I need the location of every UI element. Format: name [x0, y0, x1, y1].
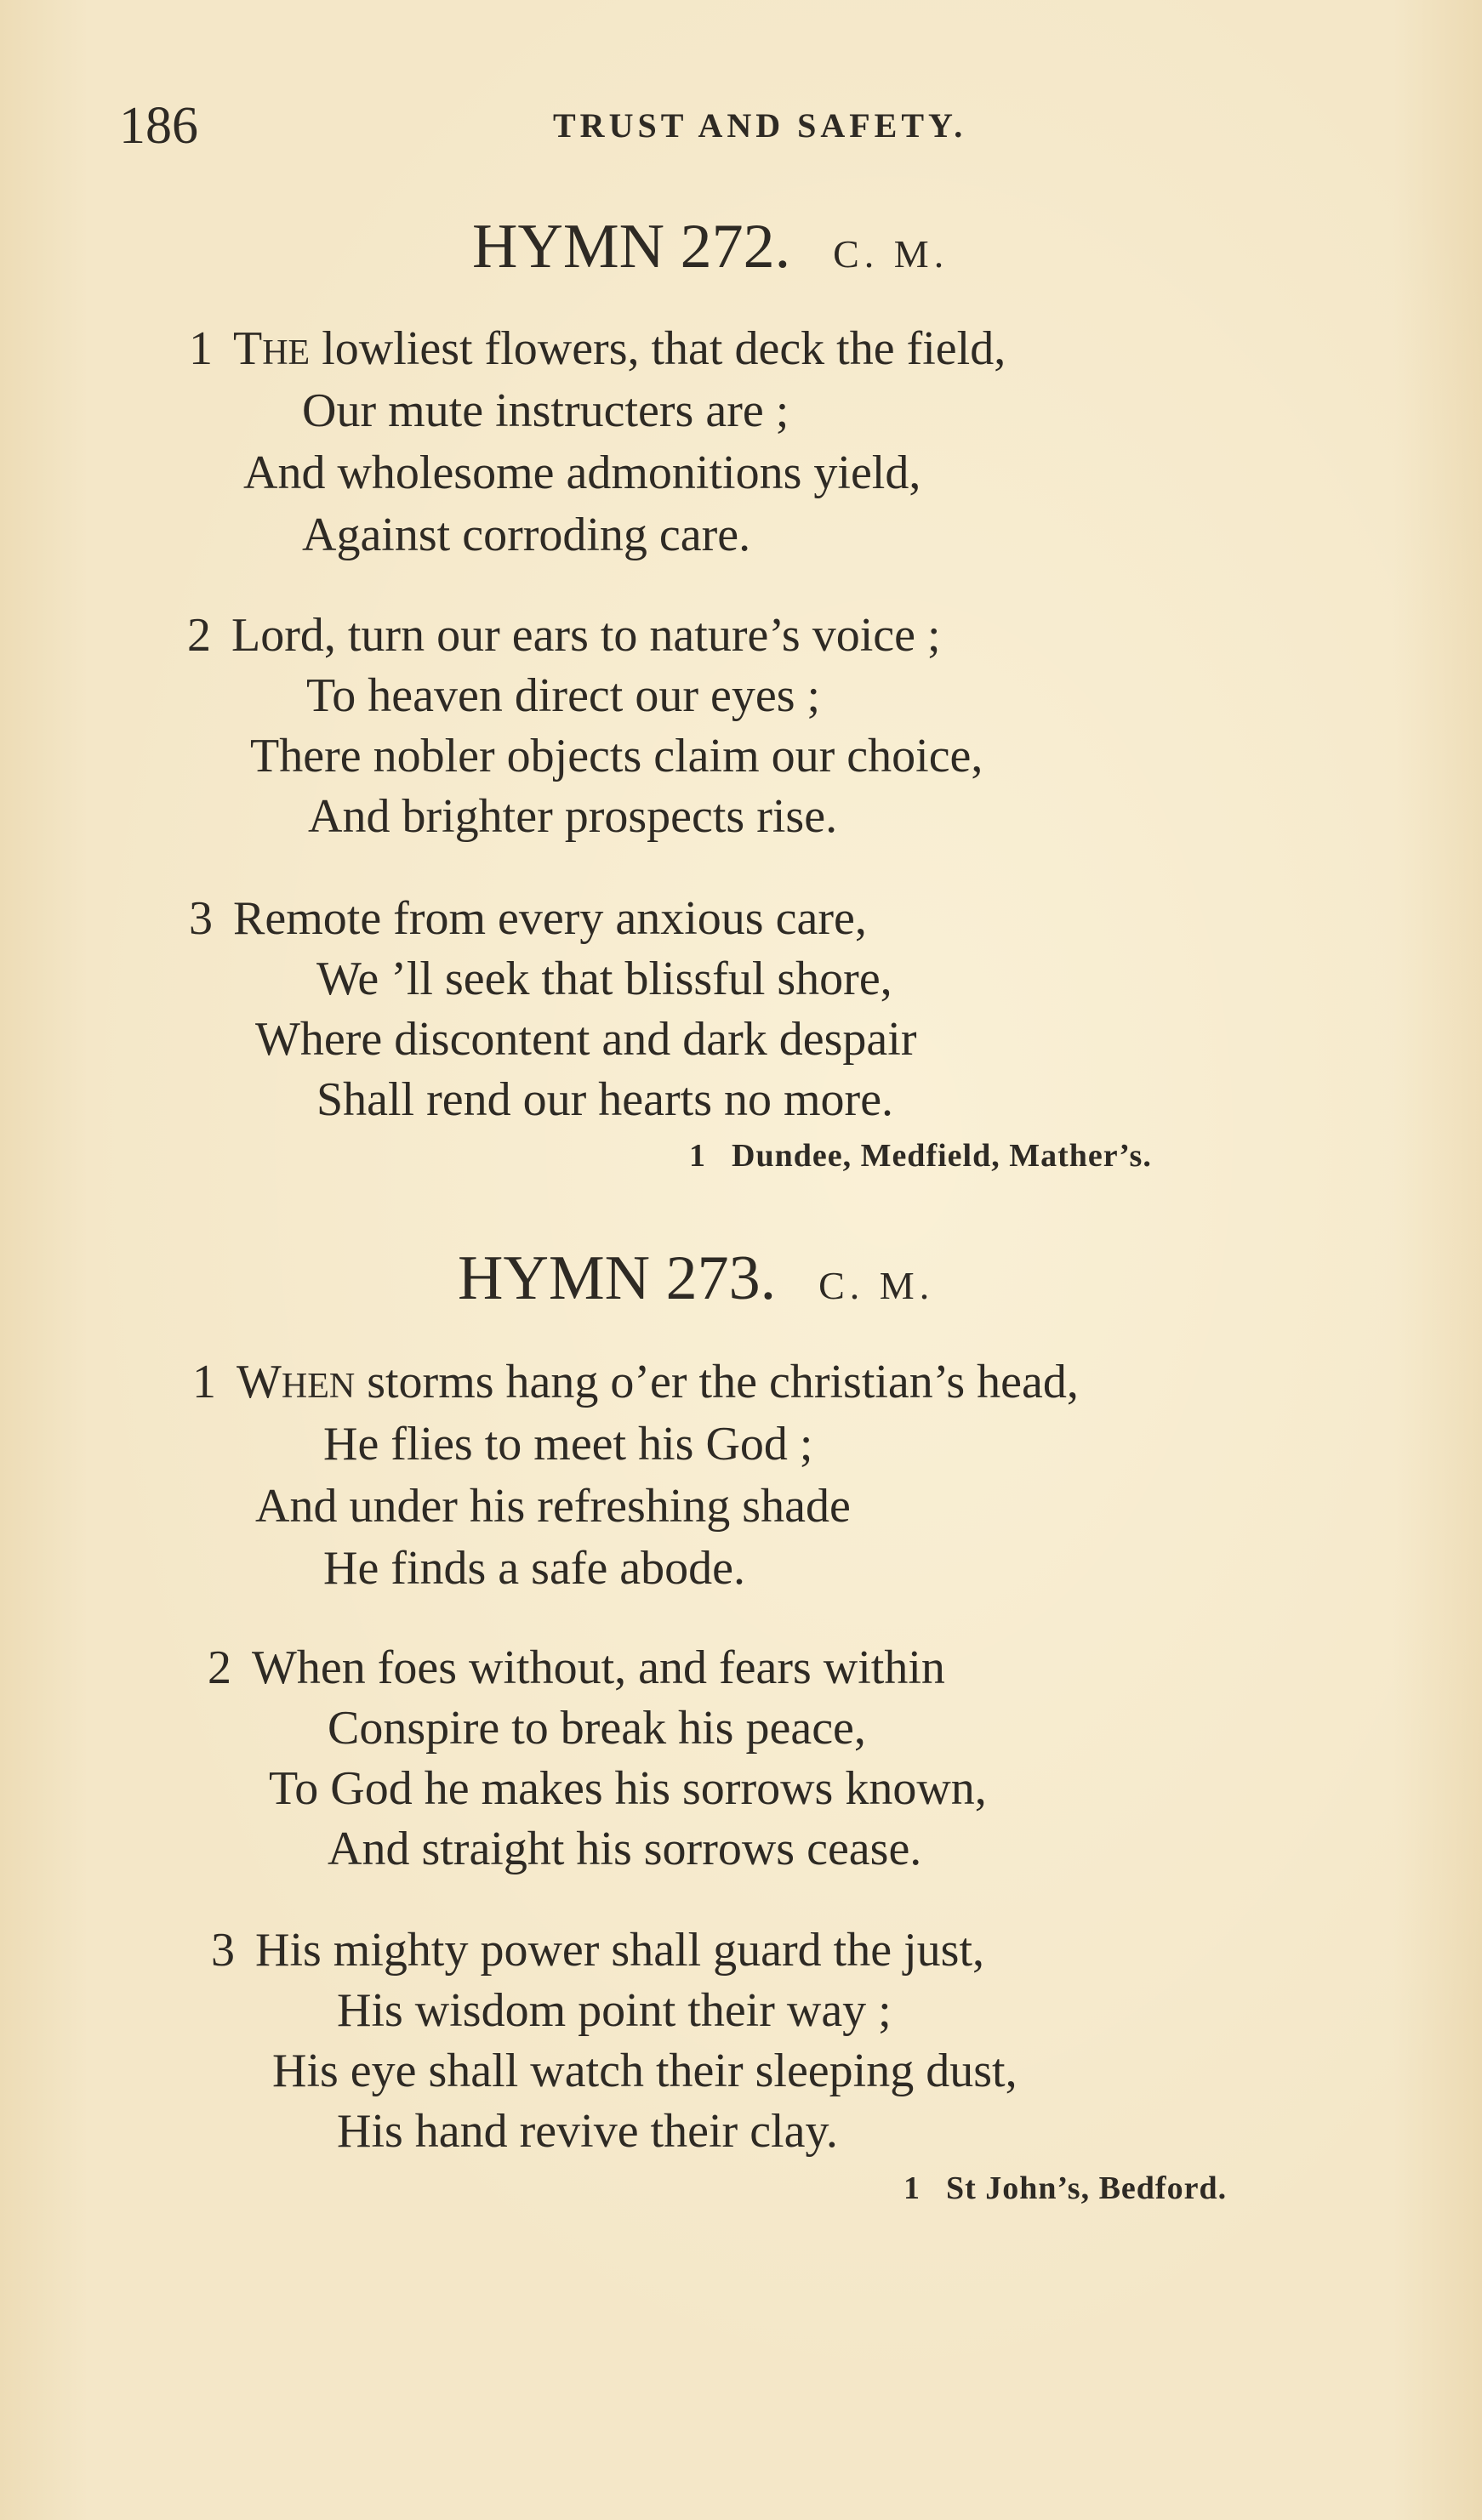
line-text: Remote from every anxious care, [233, 892, 867, 945]
tunes-names: St John’s, Bedford. [946, 2170, 1228, 2206]
hymn-272-verse-1-line-2: Our mute instructers are ; [302, 384, 789, 437]
hymn-273-verse-2-line-4: And straight his sorrows cease. [328, 1823, 922, 1875]
drop-word-cap: T [233, 322, 263, 375]
verse-number: 3 [211, 1924, 235, 1977]
drop-word-rest: HEN [281, 1367, 356, 1406]
section-title: TRUST AND SAFETY. [553, 106, 967, 145]
hymn-273-verse-1-line-3: And under his refreshing shade [255, 1480, 851, 1533]
hymn-number: HYMN 272. [472, 212, 791, 282]
line-text: lowliest flowers, that deck the field, [310, 322, 1006, 375]
line-text: His mighty power shall guard the just, [255, 1924, 985, 1977]
drop-word-rest: HE [262, 333, 311, 373]
hymn-meter: C. M. [818, 1264, 935, 1307]
verse-number: 3 [189, 892, 213, 945]
line-text: Lord, turn our ears to nature’s voice ; [231, 609, 941, 662]
tunes-names: Dundee, Medfield, Mather’s. [732, 1138, 1152, 1174]
hymn-273-title [458, 1240, 934, 1324]
hymn-meter: C. M. [833, 232, 949, 276]
hymn-273-tunes [903, 2167, 1227, 2210]
page-number: 186 [119, 97, 198, 155]
hymn-273-verse-1-line-4: He finds a safe abode. [323, 1542, 746, 1595]
hymn-273-verse-3-line-2: His wisdom point their way ; [337, 1984, 892, 2037]
hymn-272-verse-3-line-2: We ’ll seek that blissful shore, [316, 953, 892, 1005]
hymn-273-verse-1-line-1 [192, 1352, 1079, 1416]
verse-number: 1 [192, 1356, 216, 1408]
hymn-272-title [472, 208, 949, 293]
hymn-272-verse-3-line-1 [189, 889, 867, 948]
hymn-273-verse-1-line-2: He flies to meet his God ; [323, 1418, 813, 1470]
tunes-number: 1 [903, 2170, 921, 2206]
running-head [119, 92, 1080, 160]
hymn-272-tunes [689, 1135, 1152, 1177]
hymn-272-verse-1-line-3: And wholesome admonitions yield, [243, 447, 921, 499]
hymn-number: HYMN 273. [458, 1243, 777, 1313]
hymn-273-verse-3-line-3: His eye shall watch their sleeping dust, [272, 2045, 1017, 2097]
hymn-272-verse-3-line-4: Shall rend our hearts no more. [316, 1073, 894, 1126]
line-text: When foes without, and fears within [252, 1641, 945, 1694]
hymn-272-verse-1-line-4: Against corroding care. [302, 509, 751, 561]
drop-word-cap: W [237, 1356, 282, 1408]
hymn-273-verse-2-line-1 [208, 1638, 945, 1698]
hymn-273-verse-2-line-2: Conspire to break his peace, [328, 1702, 866, 1755]
hymn-272-verse-2-line-2: To heaven direct our eyes ; [306, 669, 821, 722]
verse-number: 1 [189, 322, 213, 375]
hymn-273-verse-3-line-1 [211, 1920, 984, 1980]
verse-number: 2 [187, 609, 211, 662]
line-text: storms hang o’er the christian’s head, [355, 1356, 1079, 1408]
tunes-number: 1 [689, 1138, 706, 1174]
hymn-272-verse-2-line-4: And brighter prospects rise. [308, 790, 838, 843]
verse-number: 2 [208, 1641, 231, 1694]
hymn-272-verse-1-line-1 [189, 319, 1006, 383]
hymn-272-verse-2-line-1 [187, 606, 941, 665]
hymn-272-verse-2-line-3: There nobler objects claim our choice, [250, 730, 983, 782]
hymn-273-verse-3-line-4: His hand revive their clay. [337, 2105, 838, 2158]
hymn-273-verse-2-line-3: To God he makes his sorrows known, [269, 1762, 987, 1815]
hymn-272-verse-3-line-3: Where discontent and dark despair [255, 1013, 917, 1066]
